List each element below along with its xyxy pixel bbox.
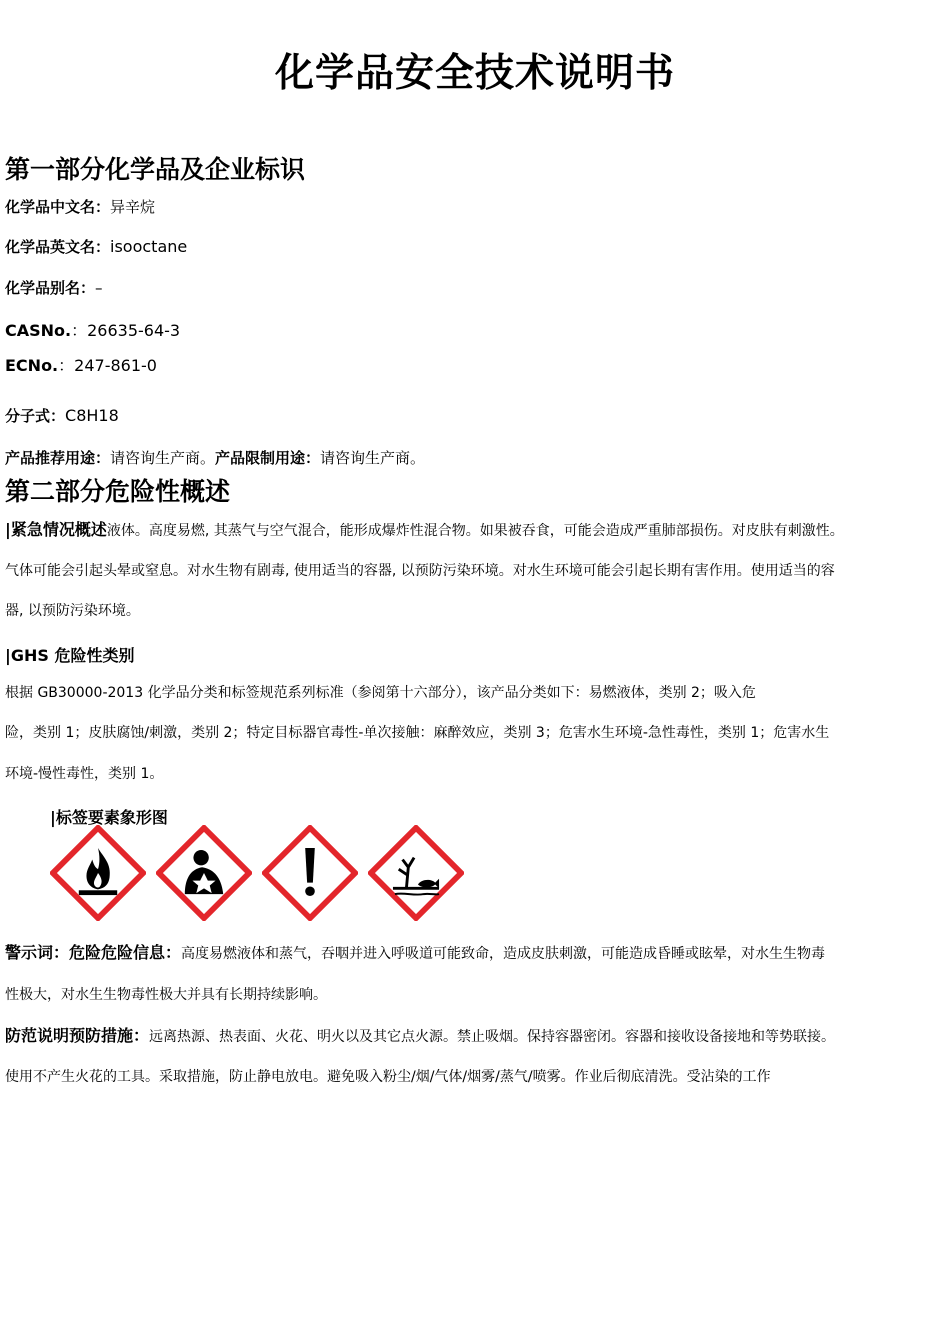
pictogram-heading: |标签要素象形图 [50,808,168,827]
alias-row [5,277,103,298]
ghs-line-3: 环境-慢性毒性，类别 1。 [5,766,164,782]
ec-value: 247-861-0 [74,356,157,375]
cas-separator: ： [71,321,88,340]
en-name-label: 化学品英文名： [5,238,111,256]
signal-label: 警示词：危险危险信息： [5,943,182,962]
en-name-value: isooctane [110,237,188,256]
part2-heading: 第二部分危险性概述 [5,477,231,506]
ghs-line-1: 根据 GB30000-2013 化学品分类和标签规范系列标准（参阅第十六部分），该产品分类如下：易燃液体，类别 2；吸入危 [5,685,756,701]
health-hazard-icon [156,825,252,921]
prevent-line-2: 使用不产生火花的工具。采取措施，防止静电放电。避免吸入粉尘/烟/气体/烟雾/蒸气/喷雾。作业后彻底清洗。受沾染的工作 [5,1069,771,1085]
use-label: 产品推荐用途： [5,449,111,467]
alias-value: – [95,279,103,297]
ghs-line-2: 险，类别 1；皮肤腐蚀/刺激，类别 2；特定目标器官毒性-单次接触：麻醉效应，类别 3；危害水生环境-急性毒性，类别 1；危害水生 [5,725,830,741]
restrict-label: 产品限制用途： [215,449,321,467]
ec-separator: ： [58,356,75,375]
cn-name-label: 化学品中文名： [5,198,111,216]
flame-icon [50,825,146,921]
cas-row [5,318,180,341]
ec-label: ECNo. [5,356,59,375]
emergency-text-1: 液体。高度易燃, 其蒸气与空气混合，能形成爆炸性混合物。如果被吞食，可能会造成严重肺部损伤。对皮肤有刺激性。 [106,523,844,539]
signal-text-1: 高度易燃液体和蒸气，吞咽并进入呼吸道可能致命，造成皮肤刺激，可能造成昏睡或眩晕，对水生生物毒 [181,946,826,962]
cn-name-value: 异辛烷 [110,198,156,216]
formula-value: C8H18 [65,406,119,425]
pictogram-row [50,825,464,921]
signal-line-2: 性极大，对水生生物毒性极大并具有长期持续影响。 [5,987,327,1003]
formula-row [5,405,119,426]
cas-value: 26635-64-3 [87,321,181,340]
signal-line-1 [5,940,825,963]
prevent-line-1 [5,1023,835,1046]
en-name-row [5,236,187,257]
environment-icon [368,825,464,921]
cn-name-row [5,196,155,217]
document-title: 化学品安全技术说明书 [274,51,675,96]
cas-label: CASNo. [5,321,72,340]
part1-heading: 第一部分化学品及企业标识 [5,155,306,184]
use-row [5,447,425,468]
ec-row [5,353,157,376]
emergency-line-3: 器, 以预防污染环境。 [5,603,140,619]
prevent-label: 防范说明预防措施： [5,1026,150,1045]
prevent-text-1: 远离热源、热表面、火花、明火以及其它点火源。禁止吸烟。保持容器密闭。容器和接收设备接地和等势联接。 [149,1029,836,1045]
emergency-line-2: 气体可能会引起头晕或窒息。对水生物有剧毒, 使用适当的容器, 以预防污染环境。对水生环境可能会引起长期有害作用。使用适当的容 [5,563,835,579]
alias-label: 化学品别名： [5,279,96,297]
use-value: 请咨询生产商。 [110,449,216,467]
emergency-line-1 [5,517,844,540]
emergency-label: |紧急情况概述 [5,520,107,539]
ghs-heading: |GHS 危险性类别 [5,646,135,665]
formula-label: 分子式： [5,407,66,425]
restrict-value: 请咨询生产商。 [320,449,426,467]
exclamation-icon [262,825,358,921]
